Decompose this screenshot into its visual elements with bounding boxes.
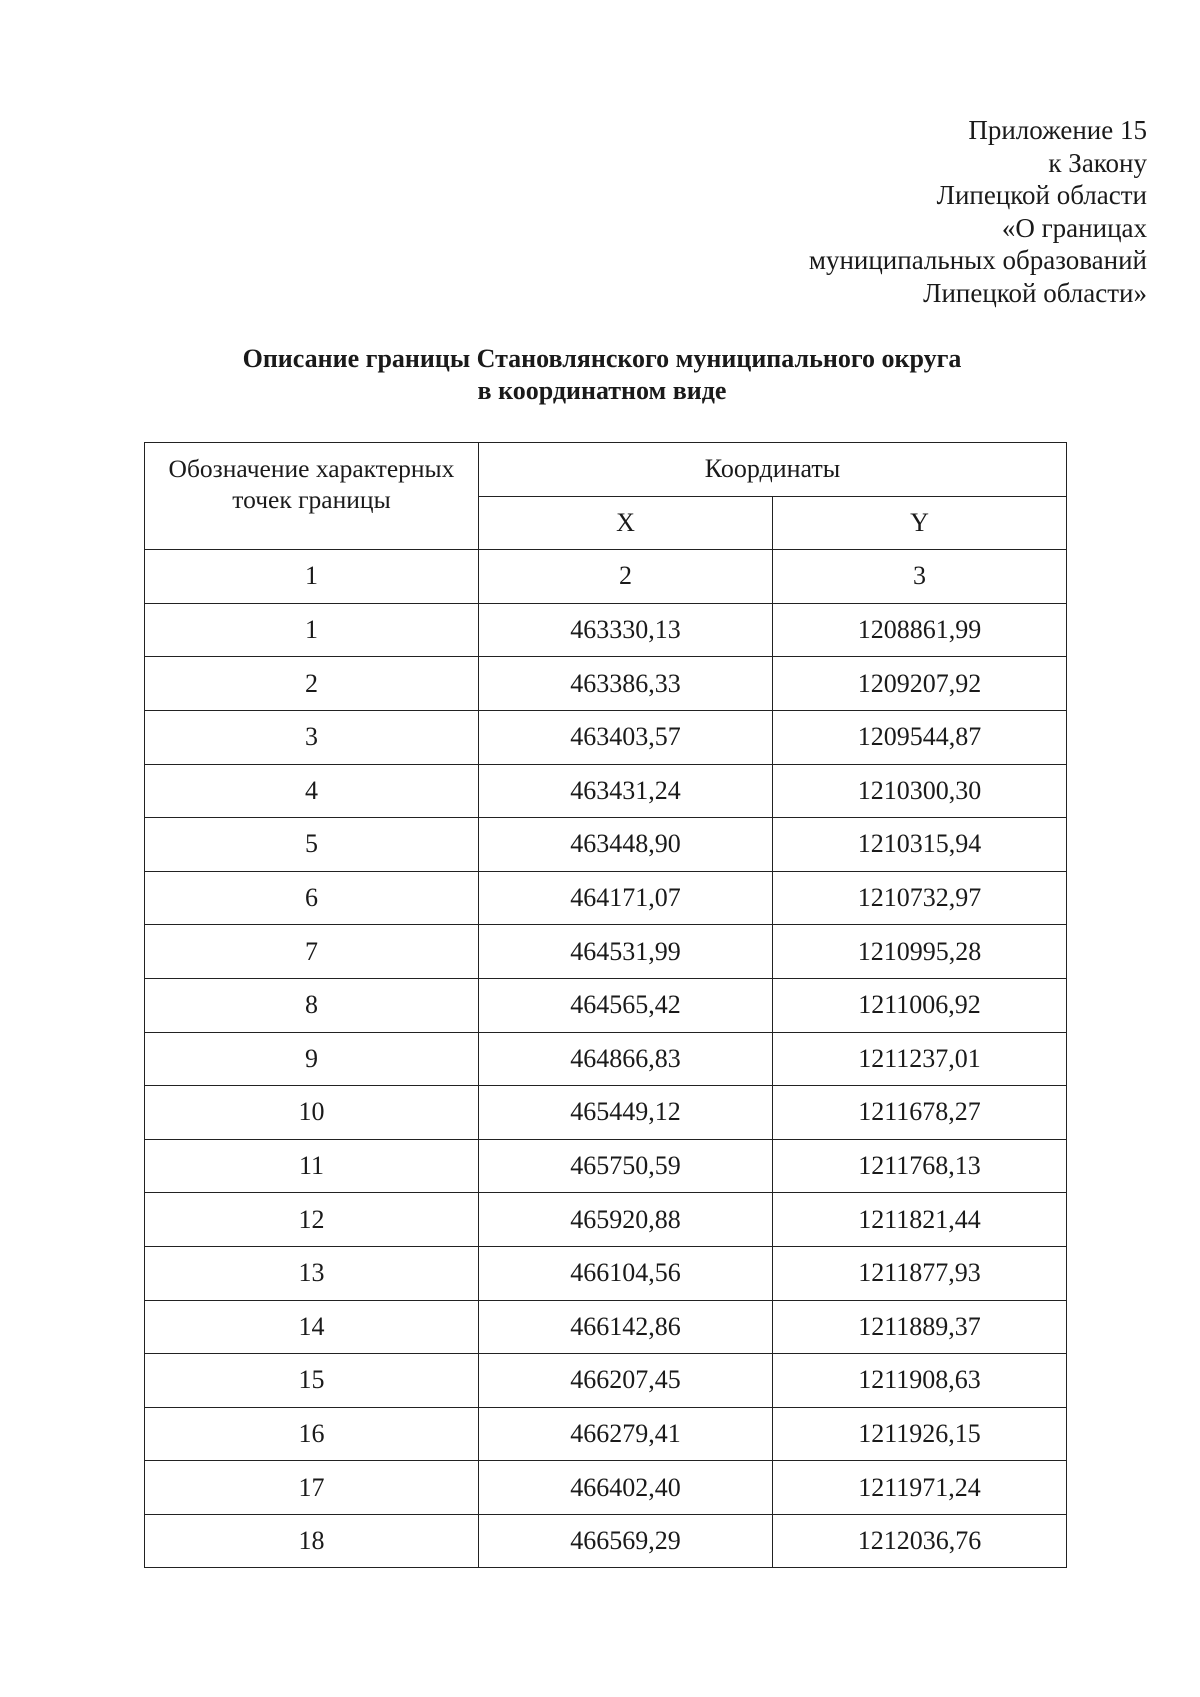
table-row bbox=[145, 764, 1067, 818]
point-number-cell: 4 bbox=[145, 764, 479, 818]
header-coordinates-cell: Координаты bbox=[479, 443, 1067, 497]
title-line-1: Описание границы Становлянского муниципального округа bbox=[242, 344, 962, 373]
y-coordinate-cell: 1210732,97 bbox=[773, 871, 1067, 925]
table-row bbox=[145, 1514, 1067, 1568]
table-row bbox=[145, 1246, 1067, 1300]
point-number-cell: 2 bbox=[145, 657, 479, 711]
y-coordinate-cell: 1211768,13 bbox=[773, 1139, 1067, 1193]
y-coordinate-cell: 1211678,27 bbox=[773, 1086, 1067, 1140]
coordinates-table bbox=[144, 442, 1067, 1568]
header-row bbox=[145, 443, 1067, 497]
x-coordinate-cell: 464531,99 bbox=[479, 925, 773, 979]
point-number-cell: 13 bbox=[145, 1246, 479, 1300]
x-coordinate-cell: 466142,86 bbox=[479, 1300, 773, 1354]
table-row bbox=[145, 1139, 1067, 1193]
table-row bbox=[145, 978, 1067, 1032]
point-number-cell: 3 bbox=[145, 710, 479, 764]
x-coordinate-cell: 466104,56 bbox=[479, 1246, 773, 1300]
table-row bbox=[145, 603, 1067, 657]
column-number-cell: 1 bbox=[145, 550, 479, 604]
title-line-2: в координатном виде bbox=[477, 376, 727, 405]
table-row bbox=[145, 1300, 1067, 1354]
header-x-cell: X bbox=[479, 496, 773, 550]
y-coordinate-cell: 1211926,15 bbox=[773, 1407, 1067, 1461]
x-coordinate-cell: 466569,29 bbox=[479, 1514, 773, 1568]
point-number-cell: 9 bbox=[145, 1032, 479, 1086]
table-row bbox=[145, 1086, 1067, 1140]
header-points-line-2: точек границы bbox=[232, 485, 391, 514]
point-number-cell: 11 bbox=[145, 1139, 479, 1193]
appendix-line: Липецкой области» bbox=[923, 277, 1147, 308]
y-coordinate-cell: 1211889,37 bbox=[773, 1300, 1067, 1354]
coordinates-table-body bbox=[145, 443, 1067, 1568]
column-number-cell: 3 bbox=[773, 550, 1067, 604]
x-coordinate-cell: 466279,41 bbox=[479, 1407, 773, 1461]
x-coordinate-cell: 464565,42 bbox=[479, 978, 773, 1032]
table-row bbox=[145, 925, 1067, 979]
x-coordinate-cell: 463403,57 bbox=[479, 710, 773, 764]
header-points-line-1: Обозначение характерных bbox=[168, 454, 455, 483]
y-coordinate-cell: 1208861,99 bbox=[773, 603, 1067, 657]
x-coordinate-cell: 465920,88 bbox=[479, 1193, 773, 1247]
appendix-line: Приложение 15 bbox=[968, 115, 1147, 145]
point-number-cell: 17 bbox=[145, 1461, 479, 1515]
point-number-cell: 10 bbox=[145, 1086, 479, 1140]
point-number-cell: 15 bbox=[145, 1354, 479, 1408]
y-coordinate-cell: 1209544,87 bbox=[773, 710, 1067, 764]
y-coordinate-cell: 1211821,44 bbox=[773, 1193, 1067, 1247]
point-number-cell: 8 bbox=[145, 978, 479, 1032]
appendix-reference bbox=[547, 114, 1147, 310]
x-coordinate-cell: 464866,83 bbox=[479, 1032, 773, 1086]
x-coordinate-cell: 463448,90 bbox=[479, 818, 773, 872]
point-number-cell: 5 bbox=[145, 818, 479, 872]
table-row bbox=[145, 1354, 1067, 1408]
table-row bbox=[145, 1407, 1067, 1461]
x-coordinate-cell: 465449,12 bbox=[479, 1086, 773, 1140]
table-row bbox=[145, 657, 1067, 711]
header-points-cell bbox=[145, 443, 479, 550]
appendix-line: муниципальных образований bbox=[808, 245, 1147, 276]
x-coordinate-cell: 463431,24 bbox=[479, 764, 773, 818]
appendix-line: Липецкой области bbox=[936, 180, 1147, 211]
document-title bbox=[144, 343, 1060, 407]
y-coordinate-cell: 1210315,94 bbox=[773, 818, 1067, 872]
x-coordinate-cell: 463330,13 bbox=[479, 603, 773, 657]
y-coordinate-cell: 1211908,63 bbox=[773, 1354, 1067, 1408]
column-number-cell: 2 bbox=[479, 550, 773, 604]
y-coordinate-cell: 1211971,24 bbox=[773, 1461, 1067, 1515]
y-coordinate-cell: 1212036,76 bbox=[773, 1514, 1067, 1568]
table-row bbox=[145, 818, 1067, 872]
table-row bbox=[145, 871, 1067, 925]
column-number-row bbox=[145, 550, 1067, 604]
table-row bbox=[145, 710, 1067, 764]
point-number-cell: 12 bbox=[145, 1193, 479, 1247]
table-row bbox=[145, 1193, 1067, 1247]
appendix-line: «О границах bbox=[1001, 212, 1147, 243]
x-coordinate-cell: 464171,07 bbox=[479, 871, 773, 925]
x-coordinate-cell: 465750,59 bbox=[479, 1139, 773, 1193]
y-coordinate-cell: 1211237,01 bbox=[773, 1032, 1067, 1086]
table-row bbox=[145, 1461, 1067, 1515]
y-coordinate-cell: 1211877,93 bbox=[773, 1246, 1067, 1300]
header-y-cell: Y bbox=[773, 496, 1067, 550]
y-coordinate-cell: 1209207,92 bbox=[773, 657, 1067, 711]
point-number-cell: 1 bbox=[145, 603, 479, 657]
y-coordinate-cell: 1211006,92 bbox=[773, 978, 1067, 1032]
point-number-cell: 7 bbox=[145, 925, 479, 979]
appendix-line: к Закону bbox=[1048, 147, 1147, 178]
point-number-cell: 18 bbox=[145, 1514, 479, 1568]
x-coordinate-cell: 466207,45 bbox=[479, 1354, 773, 1408]
y-coordinate-cell: 1210300,30 bbox=[773, 764, 1067, 818]
point-number-cell: 6 bbox=[145, 871, 479, 925]
point-number-cell: 16 bbox=[145, 1407, 479, 1461]
y-coordinate-cell: 1210995,28 bbox=[773, 925, 1067, 979]
table-row bbox=[145, 1032, 1067, 1086]
point-number-cell: 14 bbox=[145, 1300, 479, 1354]
x-coordinate-cell: 466402,40 bbox=[479, 1461, 773, 1515]
x-coordinate-cell: 463386,33 bbox=[479, 657, 773, 711]
